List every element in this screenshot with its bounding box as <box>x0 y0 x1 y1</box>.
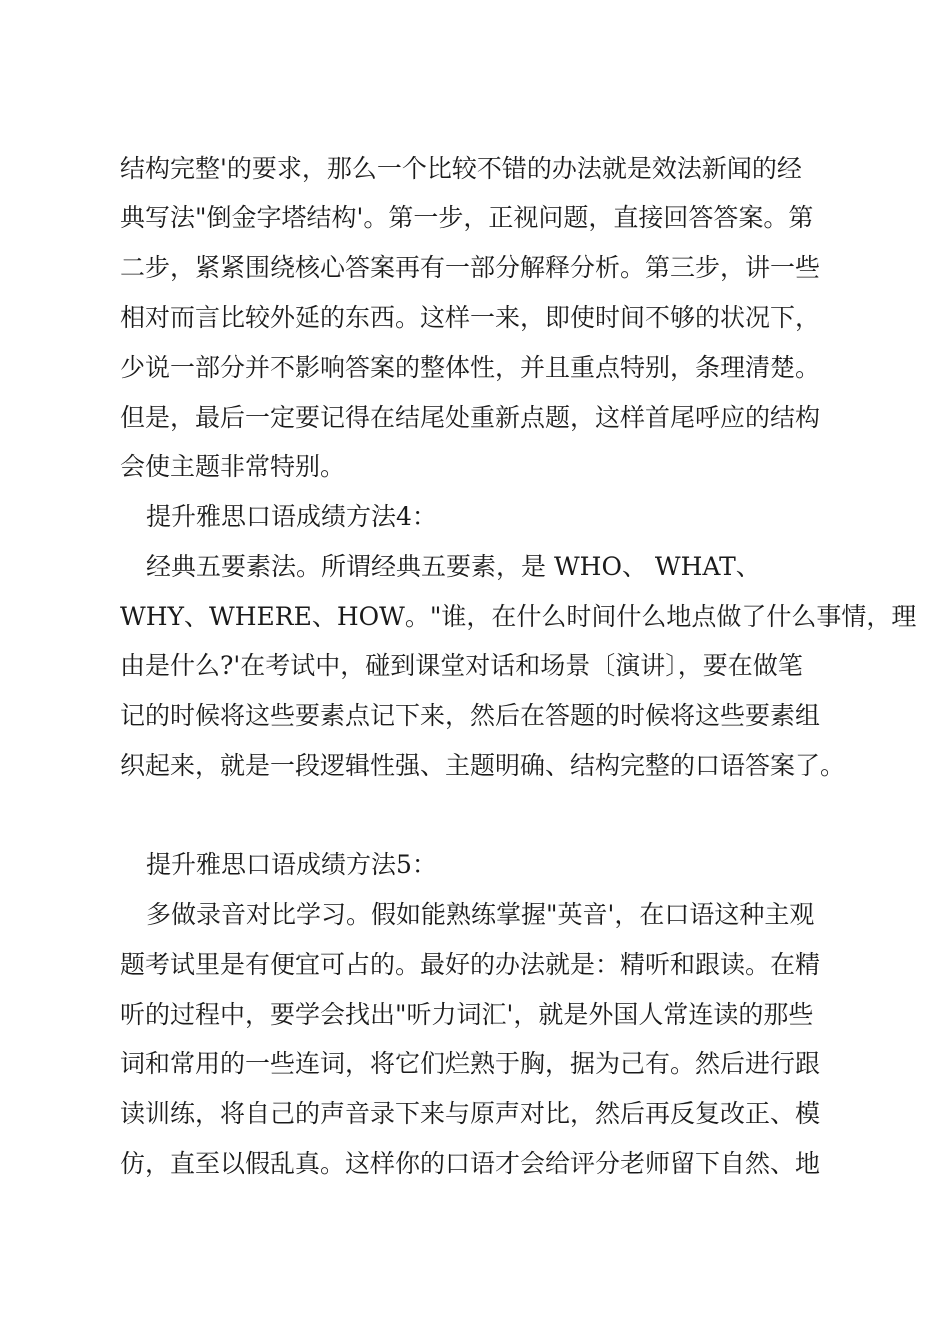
text-line: 词和常用的一些连词，将它们烂熟于胸，据为己有。然后进行跟 <box>120 1049 821 1078</box>
text-line: 读训练，将自己的声音录下来与原声对比，然后再反复改正、模 <box>120 1099 821 1128</box>
text-line: 结构完整'的要求，那么一个比较不错的办法就是效法新闻的经 <box>120 154 802 183</box>
text-line: 听的过程中，要学会找出"听力词汇'，就是外国人常连读的那些 <box>120 1000 814 1029</box>
text-line: 织起来，就是一段逻辑性强、主题明确、结构完整的口语答案了。 <box>120 751 846 780</box>
text-line: 少说一部分并不影响答案的整体性，并且重点特别，条理清楚。 <box>120 353 821 382</box>
text-line: 多做录音对比学习。假如能熟练掌握"英音'，在口语这种主观 <box>146 900 815 929</box>
text-line: 由是什么?'在考试中，碰到课堂对话和场景〔演讲〕，要在做笔 <box>120 651 803 680</box>
section-heading: 提升雅思口语成绩方法4： <box>146 502 437 531</box>
text-line: 题考试里是有便宜可占的。最好的办法就是：精听和跟读。在精 <box>120 950 821 979</box>
text-line: 记的时候将这些要素点记下来，然后在答题的时候将这些要素组 <box>120 701 821 730</box>
text-line: 相对而言比较外延的东西。这样一来，即使时间不够的状况下， <box>120 303 821 332</box>
section-heading: 提升雅思口语成绩方法5： <box>146 850 437 879</box>
text-line: 典写法"倒金字塔结构'。第一步，正视问题，直接回答答案。第 <box>120 203 814 232</box>
text-line: 二步，紧紧围绕核心答案再有一部分解释分析。第三步，讲一些 <box>120 253 821 282</box>
text-line: 会使主题非常特别。 <box>120 452 346 481</box>
text-line: 经典五要素法。所谓经典五要素，是 WHO、 WHAT、 <box>146 552 761 581</box>
text-line: 但是，最后一定要记得在结尾处重新点题，这样首尾呼应的结构 <box>120 403 821 432</box>
text-line: WHY、WHERE、HOW。"谁，在什么时间什么地点做了什么事情，理 <box>120 602 917 631</box>
text-line: 仿，直至以假乱真。这样你的口语才会给评分老师留下自然、地 <box>120 1149 821 1178</box>
